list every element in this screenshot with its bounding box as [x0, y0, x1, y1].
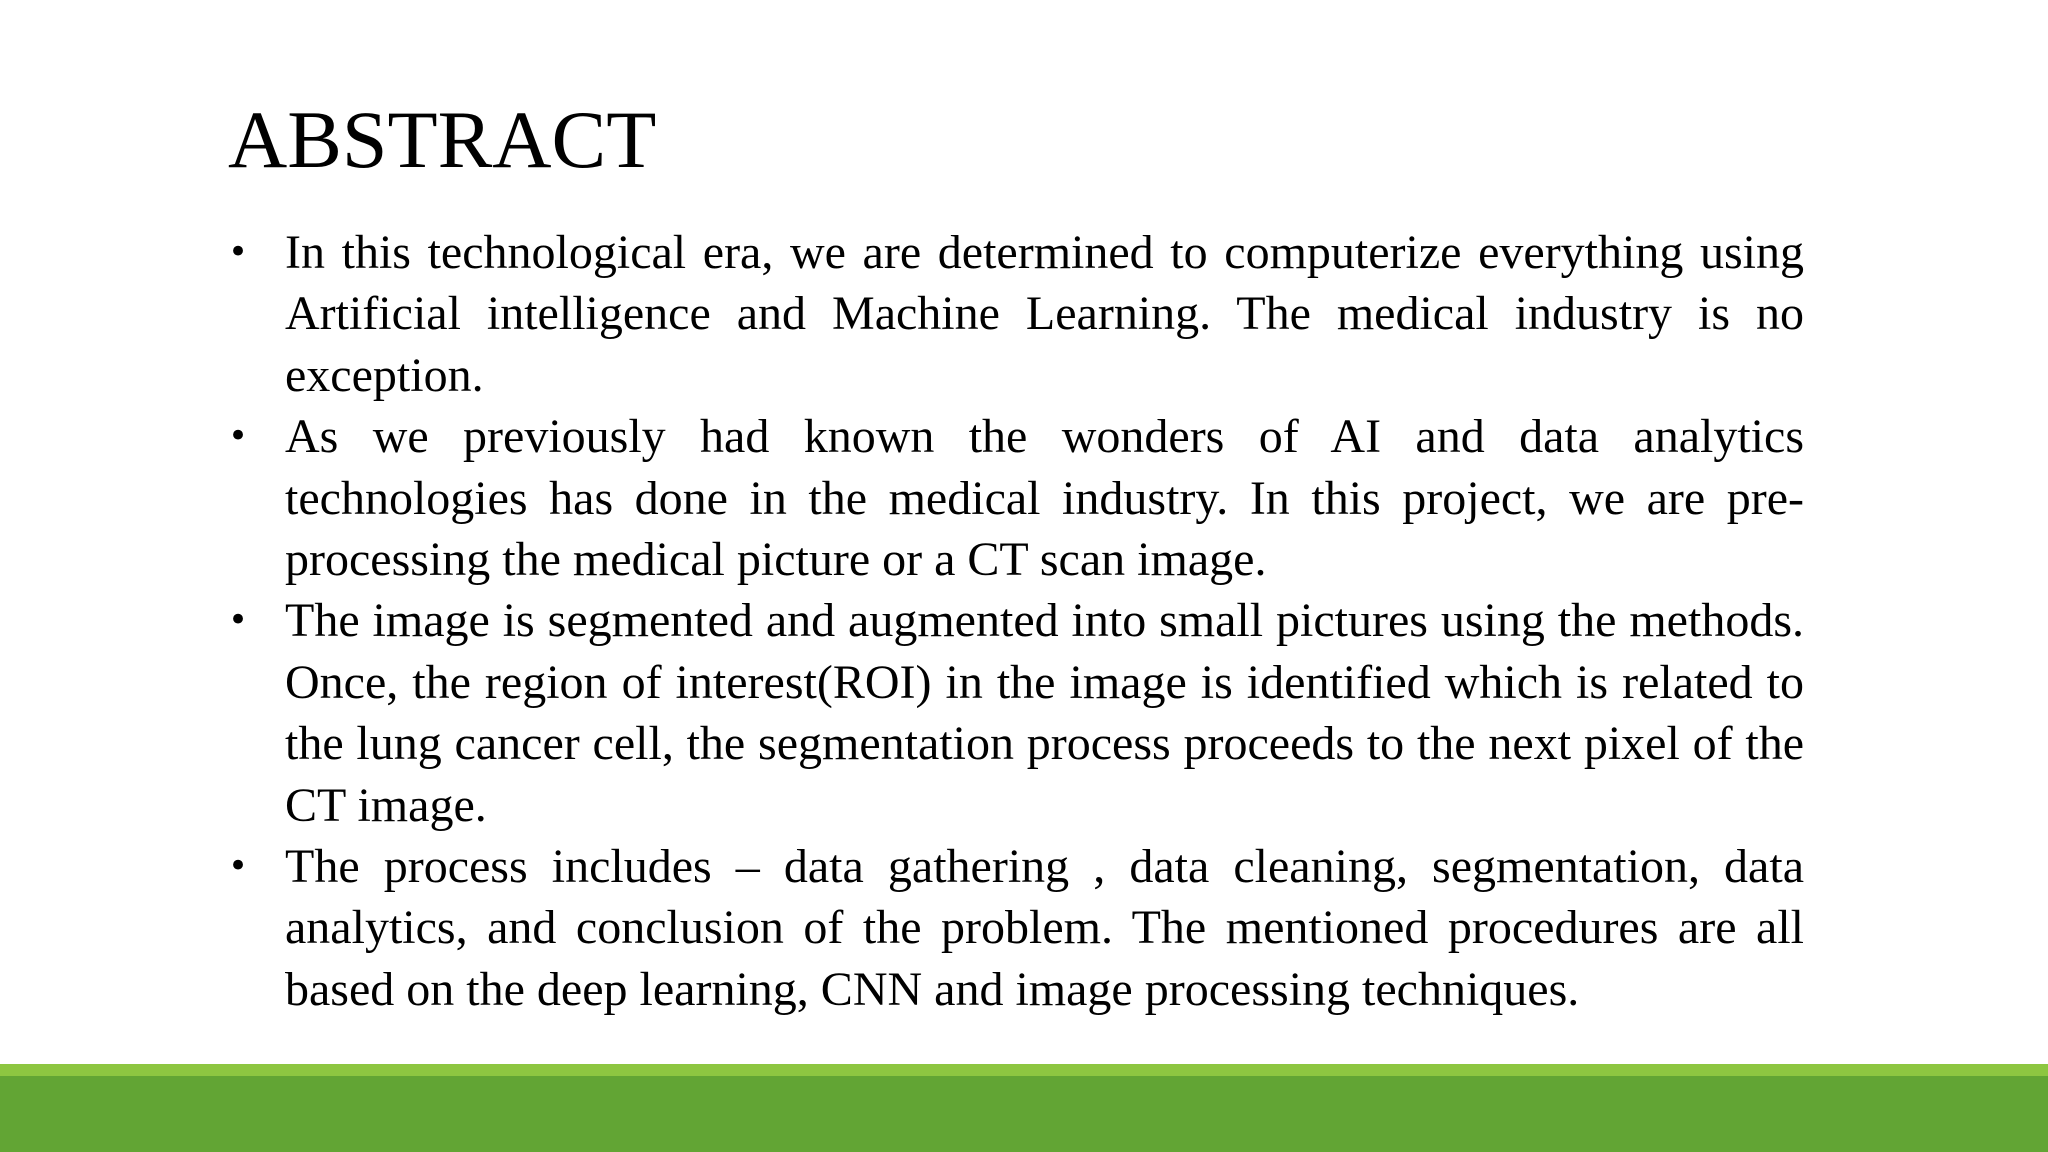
bullet-text: The process includes – data gathering , data cleaning, segmentation, data analytics, and conclusion of the problem. The mentioned procedures are all based on the deep learning, CNN and image processing techniques.: [285, 840, 1804, 1016]
slide-title: ABSTRACT: [228, 94, 657, 185]
bullet-marker: •: [228, 416, 249, 457]
bullet-item: [228, 222, 1804, 406]
bullet-marker: •: [228, 846, 249, 887]
bullet-item: [228, 836, 1804, 1020]
footer-bar: [0, 1064, 2048, 1152]
bullet-marker: •: [228, 600, 249, 641]
bullet-text: In this technological era, we are determined to computerize everything using Artificial intelligence and Machine Learning. The medical industry is no exception.: [285, 226, 1804, 402]
bullet-item: [228, 590, 1804, 836]
bullet-text: The image is segmented and augmented into small pictures using the methods. Once, the region of interest(ROI) in the image is identified which is related to the lung cancer cell, the segmentation process proceeds to the next pixel of the CT image.: [285, 594, 1804, 832]
bullet-text: As we previously had known the wonders of AI and data analytics technologies has done in the medical industry. In this project, we are pre-processing the medical picture or a CT scan image.: [285, 410, 1804, 587]
bullet-item: [228, 406, 1804, 590]
bullet-marker: •: [228, 232, 249, 272]
footer-accent-stripe: [0, 1064, 2048, 1076]
bullet-list: [228, 222, 1804, 1020]
